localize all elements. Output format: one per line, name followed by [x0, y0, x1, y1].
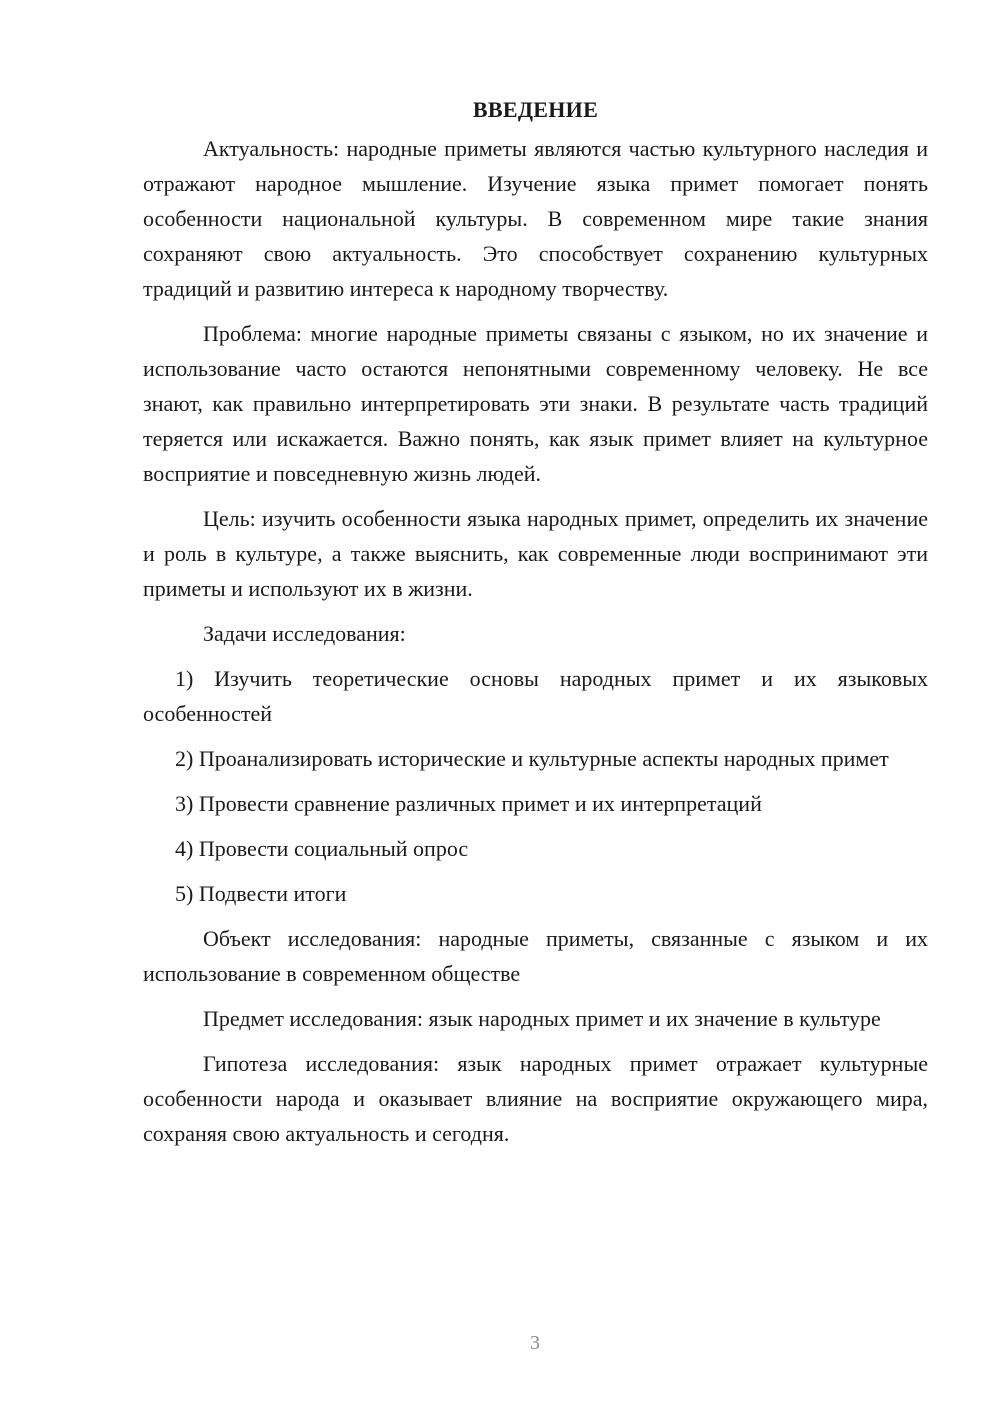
- section-title: ВВЕДЕНИЕ: [472, 97, 599, 122]
- paragraph-object: Объект исследования: народные приметы, связанные с языком и их использование в современном обществе: [143, 926, 928, 986]
- task-item-1: 1) Изучить теоретические основы народных примет и их языковых особенностей: [143, 666, 928, 726]
- paragraph-problem: Проблема: многие народные приметы связаны с языком, но их значение и использование часто остаются непонятными современному человеку. Не все знают, как правильно интерпретировать эти знаки. В результате часть традиций теряется или искажается. Важно понять, как язык примет влияет на культурное восприятие и повседневную жизнь людей.: [143, 321, 928, 486]
- page-number: 3: [530, 1332, 540, 1354]
- task-item-5: 5) Подвести итоги: [175, 881, 347, 906]
- task-item-4: 4) Провести социальный опрос: [175, 836, 469, 861]
- paragraph-goal: Цель: изучить особенности языка народных примет, определить их значение и роль в культуре, а также выяснить, как современные люди воспринимают эти приметы и используют их в жизни.: [143, 506, 928, 601]
- paragraph-hypothesis: Гипотеза исследования: язык народных примет отражает культурные особенности народа и оказывает влияние на восприятие окружающего мира, сохраняя свою актуальность и сегодня.: [143, 1051, 928, 1146]
- paragraph-subject: Предмет исследования: язык народных примет и их значение в культуре: [203, 1006, 881, 1031]
- document-page: [143, 92, 928, 1161]
- task-item-3: 3) Провести сравнение различных примет и их интерпретаций: [175, 791, 762, 816]
- task-item-2: 2) Проанализировать исторические и культурные аспекты народных примет: [175, 746, 889, 771]
- paragraph-relevance: Актуальность: народные приметы являются частью культурного наследия и отражают народное мышление. Изучение языка примет помогает понять особенности национальной культуры. В современном мире такие знания сохраняют свою актуальность. Это способствует сохранению культурных традиций и развитию интереса к народному творчеству.: [143, 136, 928, 301]
- tasks-heading: Задачи исследования:: [203, 621, 406, 646]
